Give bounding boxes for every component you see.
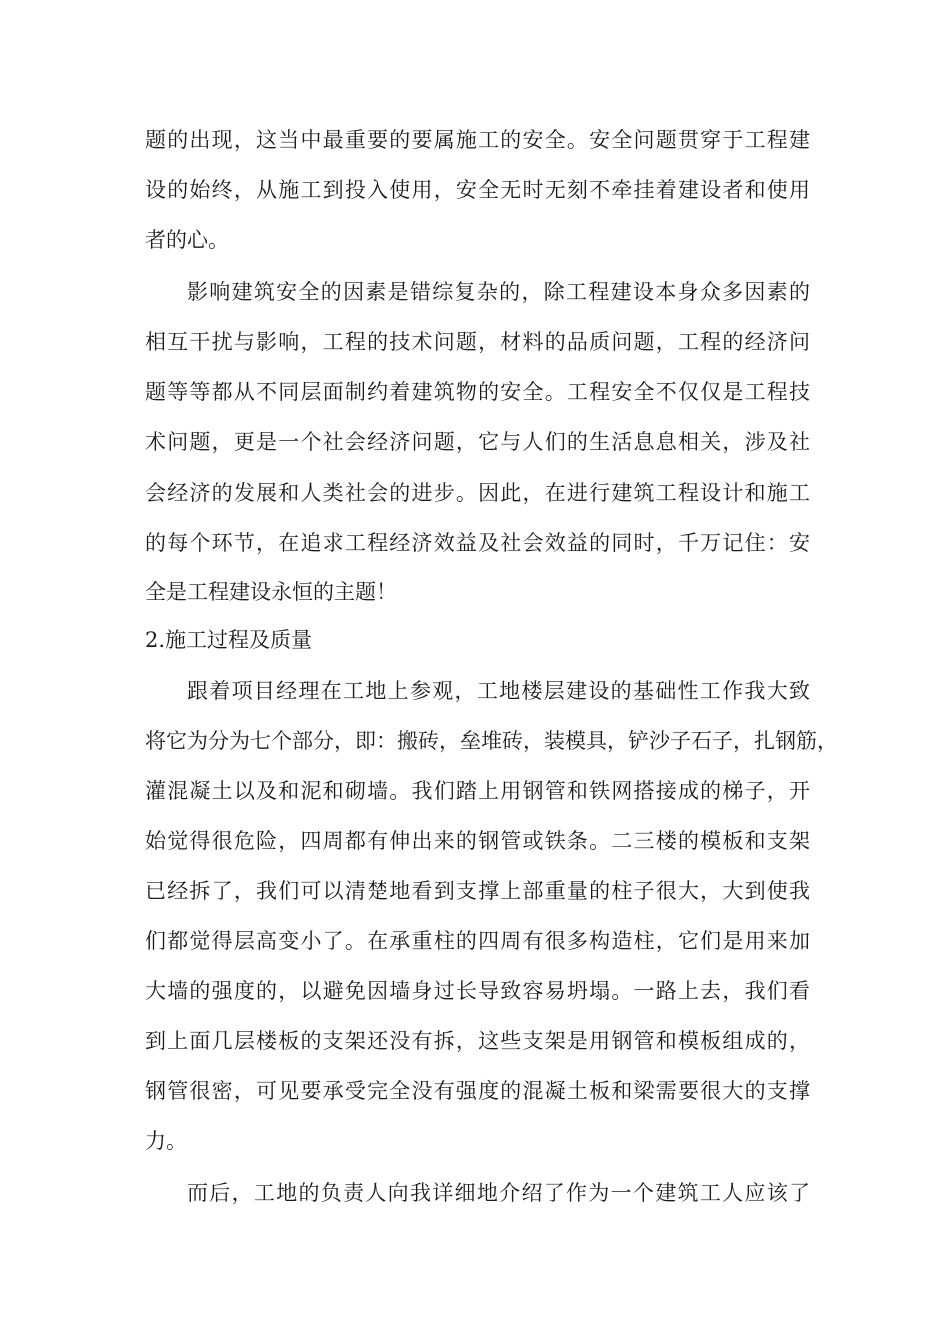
text-line: 将它为分为七个部分，即：搬砖，垒堆砖，装模具，铲沙子石子，扎钢筋， — [145, 729, 838, 753]
text-line: 到上面几层楼板的支架还没有拆，这些支架是用钢管和模板组成的， — [145, 1029, 810, 1053]
text-line: 大墙的强度的，以避免因墙身过长导致容易坍塌。一路上去，我们看 — [145, 979, 810, 1003]
text-line: 术问题，更是一个社会经济问题，它与人们的生活息息相关，涉及社 — [145, 430, 810, 454]
text-line: 们都觉得层高变小了。在承重柱的四周有很多构造柱，它们是用来加 — [145, 929, 810, 953]
section-heading: 2.施工过程及质量 — [145, 628, 313, 652]
text-line: 者的心。 — [145, 228, 229, 252]
text-line: 始觉得很危险，四周都有伸出来的钢管或铁条。二三楼的模板和支架 — [145, 829, 810, 853]
text-line: 题等等都从不同层面制约着建筑物的安全。工程安全不仅仅是工程技 — [145, 380, 810, 404]
text-line: 设的始终，从施工到投入使用，安全无时无刻不牵挂着建设者和使用 — [145, 178, 810, 202]
text-line: 已经拆了，我们可以清楚地看到支撑上部重量的柱子很大，大到使我 — [145, 879, 810, 903]
text-line: 题的出现，这当中最重要的要属施工的安全。安全问题贯穿于工程建 — [145, 128, 810, 152]
text-line: 的每个环节，在追求工程经济效益及社会效益的同时，千万记住：安 — [145, 531, 810, 555]
text-line: 钢管很密，可见要承受完全没有强度的混凝土板和梁需要很大的支撑 — [145, 1079, 810, 1103]
text-line: 跟着项目经理在工地上参观，工地楼层建设的基础性工作我大致 — [187, 679, 810, 703]
text-line: 全是工程建设永恒的主题！ — [145, 580, 397, 604]
text-line: 相互干扰与影响，工程的技术问题，材料的品质问题，工程的经济问 — [145, 330, 810, 354]
text-line: 力。 — [145, 1129, 187, 1153]
text-line: 而后，工地的负责人向我详细地介绍了作为一个建筑工人应该了 — [187, 1181, 810, 1205]
text-line: 影响建筑安全的因素是错综复杂的，除工程建设本身众多因素的 — [187, 280, 810, 304]
text-line: 灌混凝土以及和泥和砌墙。我们踏上用钢管和铁网搭接成的梯子，开 — [145, 779, 810, 803]
text-line: 会经济的发展和人类社会的进步。因此，在进行建筑工程设计和施工 — [145, 481, 810, 505]
